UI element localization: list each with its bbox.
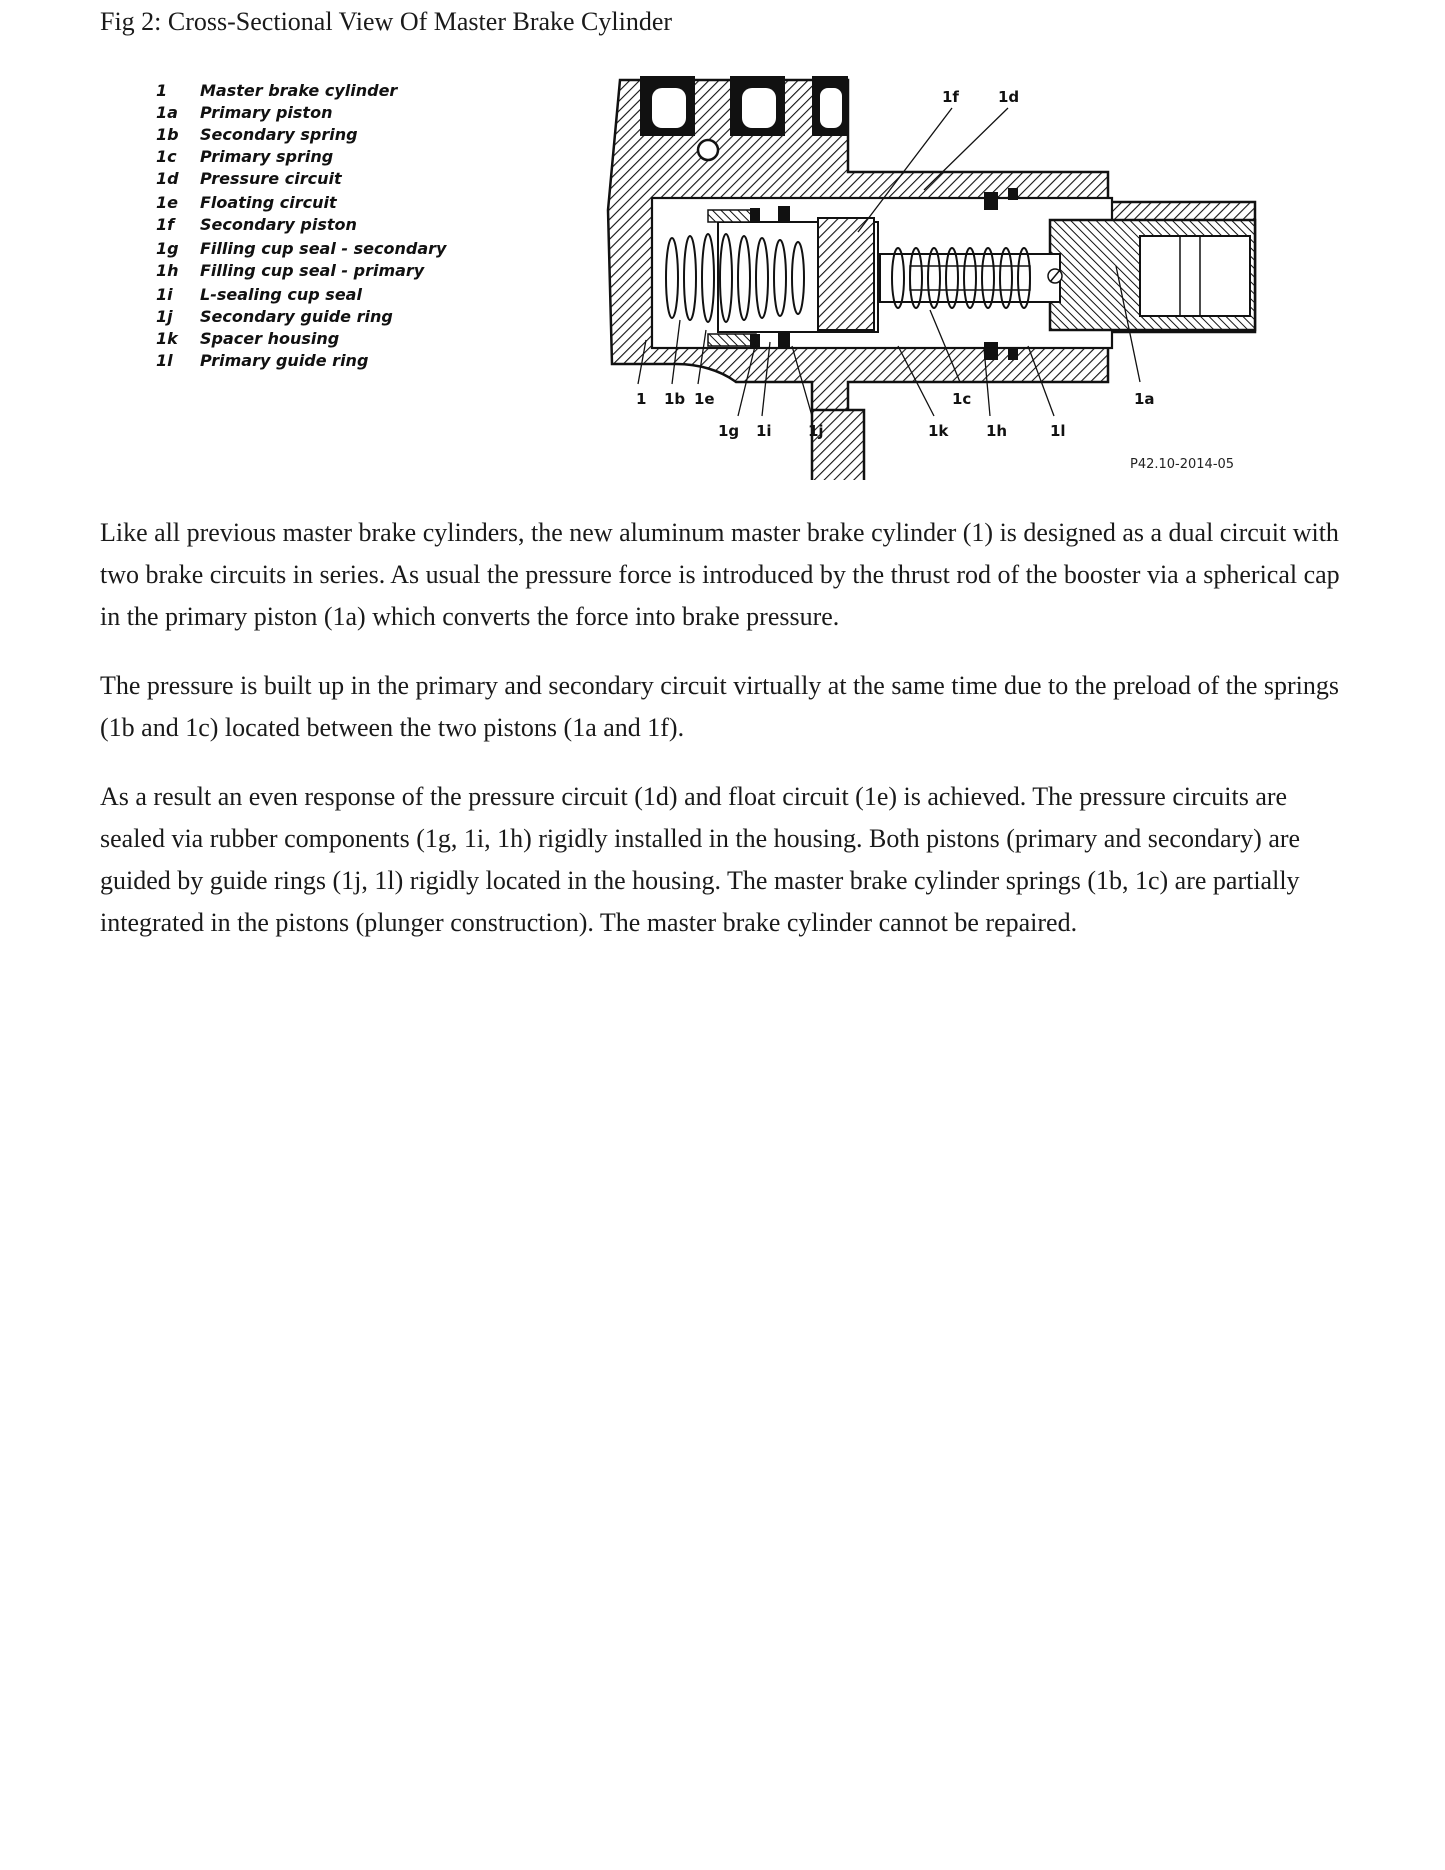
legend-item-label: Filling cup seal - secondary	[200, 239, 447, 258]
legend-item	[154, 80, 554, 102]
callout-1i: 1i	[756, 422, 772, 440]
legend-item-label: L-sealing cup seal	[200, 285, 362, 304]
callout-1l: 1l	[1050, 422, 1066, 440]
callout-1c: 1c	[952, 390, 972, 408]
callout-1e: 1e	[694, 390, 715, 408]
legend-item	[154, 102, 554, 124]
legend-item-label: Secondary spring	[200, 125, 358, 144]
body-text	[100, 512, 1350, 971]
legend-item-label: Floating circuit	[200, 193, 337, 212]
legend-item-id: 1	[156, 81, 168, 100]
legend-item	[154, 284, 554, 306]
legend-item-label: Master brake cylinder	[200, 81, 398, 100]
legend-item	[154, 350, 554, 372]
paragraph: The pressure is built up in the primary and secondary circuit virtually at the same time due to the preload of the springs (1b and 1c) located between the two pistons (1a and 1f).	[100, 671, 1339, 742]
legend-item-id: 1b	[156, 125, 179, 144]
legend-item	[154, 238, 554, 260]
legend-item-id: 1c	[156, 147, 177, 166]
callout-1h: 1h	[986, 422, 1008, 440]
callout-1: 1	[636, 390, 647, 408]
legend-item-id: 1d	[156, 169, 179, 188]
legend-item	[154, 306, 554, 328]
figure-legend	[154, 80, 554, 372]
figure-master-brake-cylinder	[140, 70, 1300, 480]
legend-item	[154, 192, 554, 214]
legend-item-id: 1l	[156, 351, 173, 370]
legend-item-id: 1k	[156, 329, 178, 348]
callout-1d: 1d	[998, 88, 1020, 106]
legend-item-id: 1h	[156, 261, 179, 280]
paragraph: As a result an even response of the pressure circuit (1d) and float circuit (1e) is achieved. The pressure circuits are sealed via rubber components (1g, 1i, 1h) rigidly installed in the housing. Both pistons (primary and secondary) are guided by guide rings (1j, 1l) rigidly located in the housing. The master brake cylinder springs (1b, 1c) are partially integrated in the pistons (plunger construction). The master brake cylinder cannot be repaired.	[100, 782, 1301, 937]
primary-piston	[880, 254, 1062, 302]
callout-1f: 1f	[942, 88, 959, 106]
callout-1b: 1b	[664, 390, 686, 408]
legend-item	[154, 214, 554, 236]
legend-item-label: Filling cup seal - primary	[200, 261, 425, 280]
legend-item	[154, 328, 554, 350]
callout-1j: 1j	[808, 422, 824, 440]
legend-item	[154, 146, 554, 168]
callout-1k: 1k	[928, 422, 949, 440]
legend-item-label: Secondary guide ring	[200, 307, 393, 326]
legend-item-label: Secondary piston	[200, 215, 357, 234]
legend-item	[154, 260, 554, 282]
legend-item	[154, 168, 554, 190]
legend-item-label: Spacer housing	[200, 329, 340, 348]
legend-item-label: Primary piston	[200, 103, 333, 122]
legend-item-id: 1g	[156, 239, 179, 258]
legend-item-id: 1e	[156, 193, 178, 212]
figure-caption: Fig 2: Cross-Sectional View Of Master Brake Cylinder	[100, 7, 673, 36]
legend-item-id: 1a	[156, 103, 178, 122]
cross-section-drawing	[580, 70, 1300, 480]
legend-item-label: Pressure circuit	[200, 169, 342, 188]
legend-item-id: 1f	[156, 215, 175, 234]
callout-1g: 1g	[718, 422, 740, 440]
legend-item-id: 1j	[156, 307, 173, 326]
callout-1a: 1a	[1134, 390, 1155, 408]
drawing-reference-number: P42.10-2014-05	[1130, 457, 1235, 472]
legend-item-id: 1i	[156, 285, 173, 304]
legend-item-label: Primary guide ring	[200, 351, 369, 370]
paragraph: Like all previous master brake cylinders, the new aluminum master brake cylinder (1) is designed as a dual circuit with two brake circuits in series. As usual the pressure force is introduced by the thrust rod of the booster via a spherical cap in the primary piston (1a) which converts the force into brake pressure.	[100, 518, 1340, 631]
legend-item	[154, 124, 554, 146]
legend-item-label: Primary spring	[200, 147, 334, 166]
